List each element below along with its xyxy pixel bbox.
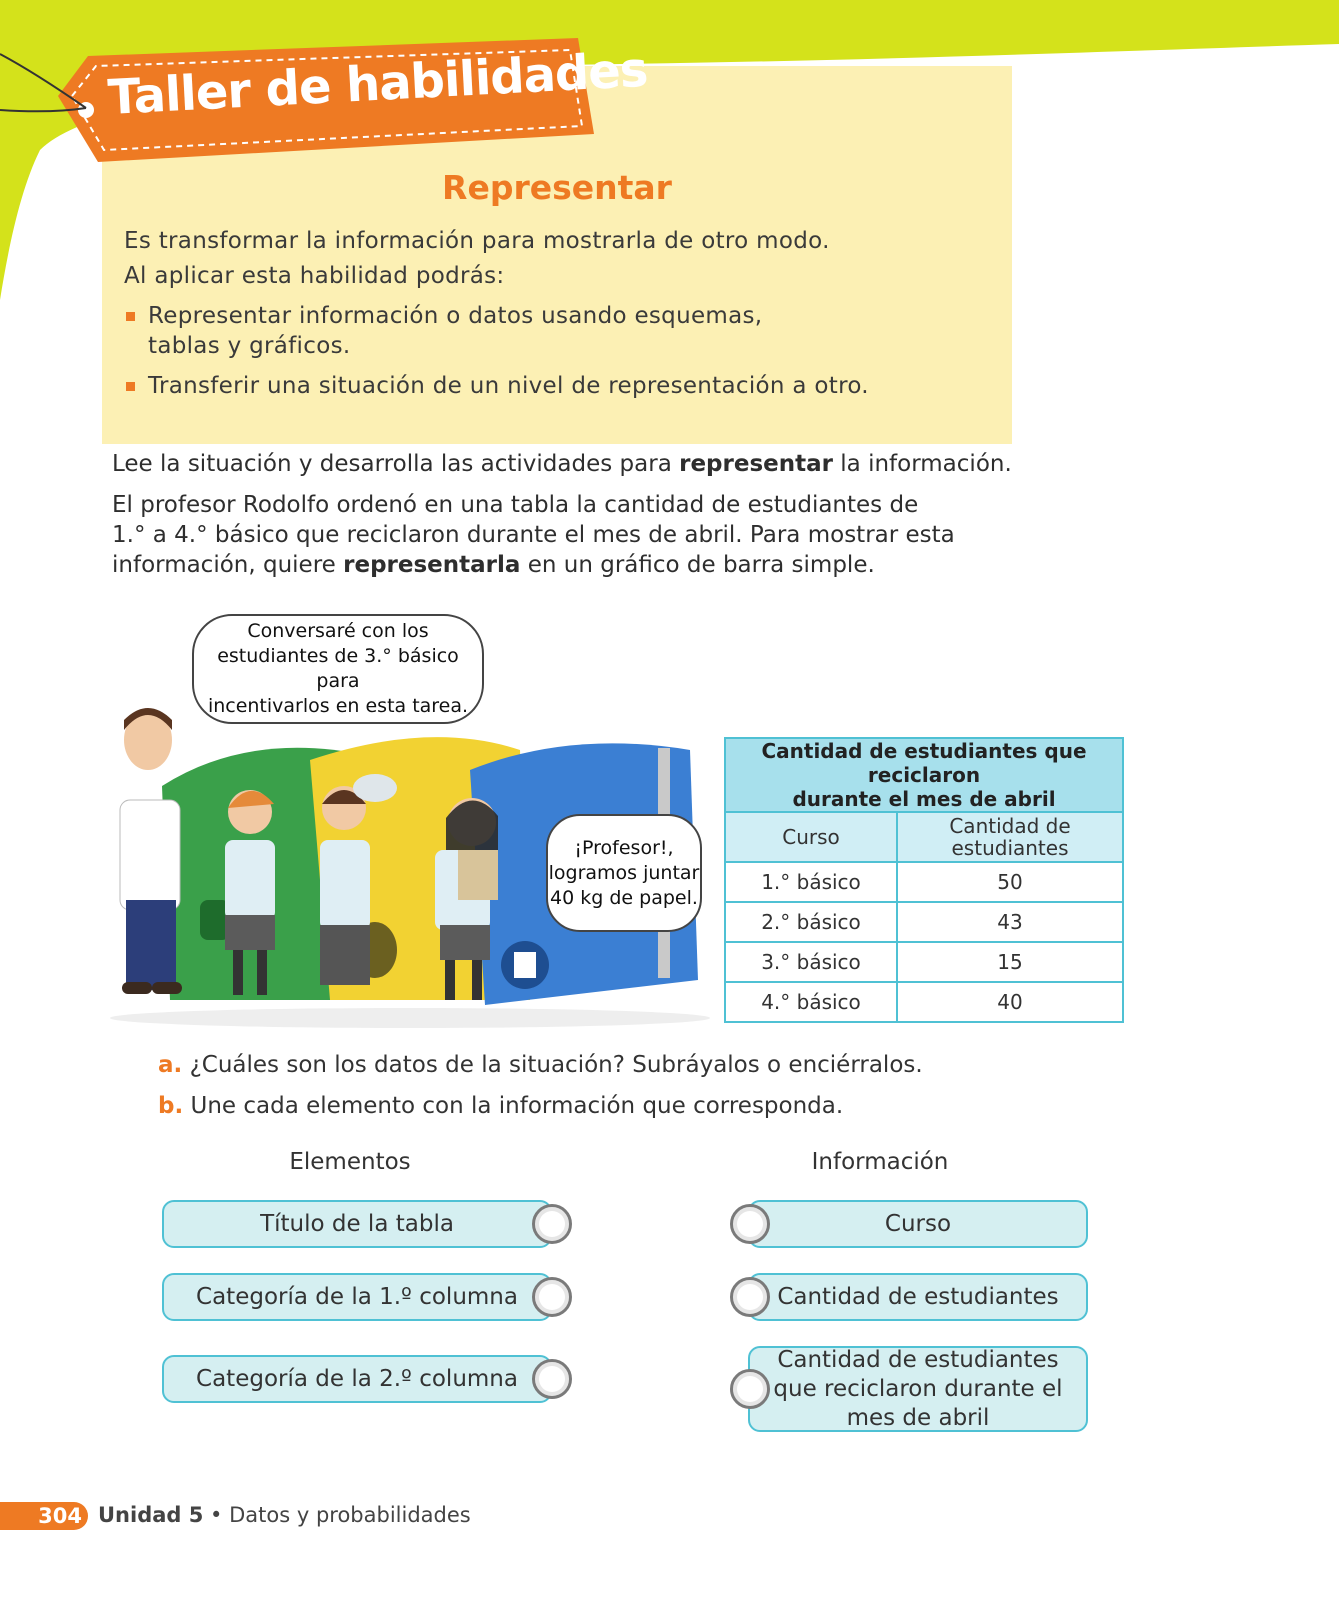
info-pill-line-2: que reciclaron durante el xyxy=(773,1375,1063,1402)
bullet-icon xyxy=(126,382,135,391)
section-subtitle: Representar xyxy=(442,168,672,207)
table-row xyxy=(725,862,1123,902)
bullet-2-line-1: Transferir una situación de un nivel de representación a otro. xyxy=(148,373,869,399)
bullet-icon xyxy=(126,312,135,321)
instruction-post: la información. xyxy=(832,451,1012,477)
page-number: 304 xyxy=(0,1502,88,1530)
cantidad-cell: 15 xyxy=(897,942,1123,982)
skill-intro-1: Es transformar la información para mostrarla de otro modo. xyxy=(124,228,830,254)
curso-cell: 3.° básico xyxy=(725,942,897,982)
connector-circle-icon[interactable] xyxy=(730,1204,770,1244)
skill-bullet-2 xyxy=(126,371,908,401)
cantidad-cell: 40 xyxy=(897,982,1123,1022)
info-pill-curso[interactable]: Curso xyxy=(748,1200,1088,1248)
situation-paragraph xyxy=(112,490,955,580)
bullet-1-line-1: Representar información o datos usando esquemas, xyxy=(148,303,763,329)
situation-line-3-post: en un gráfico de barra simple. xyxy=(520,552,875,578)
element-pill-column-2[interactable]: Categoría de la 2.º columna xyxy=(162,1355,552,1403)
connector-circle-icon[interactable] xyxy=(532,1204,572,1244)
situation-line-2: 1.° a 4.° básico que reciclaron durante el mes de abril. Para mostrar esta xyxy=(112,522,955,548)
element-pill-table-title[interactable]: Título de la tabla xyxy=(162,1200,552,1248)
tag-string xyxy=(0,50,100,130)
footer-topic: Datos y probabilidades xyxy=(229,1503,471,1527)
question-a-letter: a. xyxy=(158,1052,183,1078)
footer-unit: Unidad 5 xyxy=(98,1503,204,1527)
skill-bullet-1 xyxy=(126,301,908,361)
tag-title: Taller de habilidades xyxy=(106,41,649,126)
instruction-pre: Lee la situación y desarrolla las actividades para xyxy=(112,451,680,477)
connector-circle-icon[interactable] xyxy=(532,1359,572,1399)
cantidad-cell: 50 xyxy=(897,862,1123,902)
question-a-text: ¿Cuáles son los datos de la situación? Subráyalos o enciérralos. xyxy=(189,1052,923,1078)
element-pill-column-1[interactable]: Categoría de la 1.º columna xyxy=(162,1273,552,1321)
situation-line-1: El profesor Rodolfo ordenó en una tabla la cantidad de estudiantes de xyxy=(112,492,919,518)
situation-line-3-bold: representarla xyxy=(343,552,521,578)
footer-separator: • xyxy=(203,1503,230,1527)
teacher-speech-line-2: estudiantes de 3.° básico para xyxy=(217,645,459,692)
table-row xyxy=(725,982,1123,1022)
column-header-curso: Curso xyxy=(725,812,897,862)
info-pill-cantidad[interactable]: Cantidad de estudiantes xyxy=(748,1273,1088,1321)
connector-circle-icon[interactable] xyxy=(532,1277,572,1317)
girl-speech-bubble xyxy=(546,814,702,932)
table-row xyxy=(725,942,1123,982)
info-pill-line-3: mes de abril xyxy=(846,1404,990,1431)
question-b-text: Une cada elemento con la información que corresponda. xyxy=(190,1093,844,1119)
curso-cell: 1.° básico xyxy=(725,862,897,902)
question-b-letter: b. xyxy=(158,1093,184,1119)
curso-cell: 2.° básico xyxy=(725,902,897,942)
bullet-1-line-2: tablas y gráficos. xyxy=(148,333,351,359)
instruction-bold: representar xyxy=(679,451,833,477)
situation-line-3 xyxy=(112,550,955,580)
connector-circle-icon[interactable] xyxy=(730,1369,770,1409)
girl-speech-line-3: 40 kg de papel. xyxy=(550,886,698,909)
connector-circle-icon[interactable] xyxy=(730,1277,770,1317)
table-title-line-1: Cantidad de estudiantes que reciclaron xyxy=(761,739,1087,787)
footer-unit-label xyxy=(98,1503,471,1527)
instruction-line xyxy=(112,449,1012,479)
question-b xyxy=(158,1093,843,1119)
teacher-speech-line-1: Conversaré con los xyxy=(247,620,429,642)
column-header-cantidad xyxy=(897,812,1123,862)
girl-speech-line-2: logramos juntar xyxy=(548,861,700,884)
students-table xyxy=(724,737,1124,1023)
teacher-figure xyxy=(120,708,182,994)
information-column-title: Información xyxy=(811,1149,949,1175)
table-title xyxy=(725,738,1123,812)
situation-line-3-pre: información, quiere xyxy=(112,552,344,578)
info-pill-table-title[interactable] xyxy=(748,1346,1088,1432)
column-header-cantidad-line-2: estudiantes xyxy=(951,836,1069,860)
girl-speech-line-1: ¡Profesor!, xyxy=(574,836,674,859)
elements-column-title: Elementos xyxy=(289,1149,411,1175)
cantidad-cell: 43 xyxy=(897,902,1123,942)
column-header-cantidad-line-1: Cantidad de xyxy=(949,814,1071,838)
curso-cell: 4.° básico xyxy=(725,982,897,1022)
teacher-speech-line-3: incentivarlos en esta tarea. xyxy=(207,695,469,717)
teacher-speech-bubble xyxy=(192,614,484,724)
question-a xyxy=(158,1052,923,1078)
table-row xyxy=(725,902,1123,942)
skill-intro-2: Al aplicar esta habilidad podrás: xyxy=(124,263,505,289)
table-title-line-2: durante el mes de abril xyxy=(792,787,1056,811)
info-pill-line-1: Cantidad de estudiantes xyxy=(777,1346,1059,1373)
